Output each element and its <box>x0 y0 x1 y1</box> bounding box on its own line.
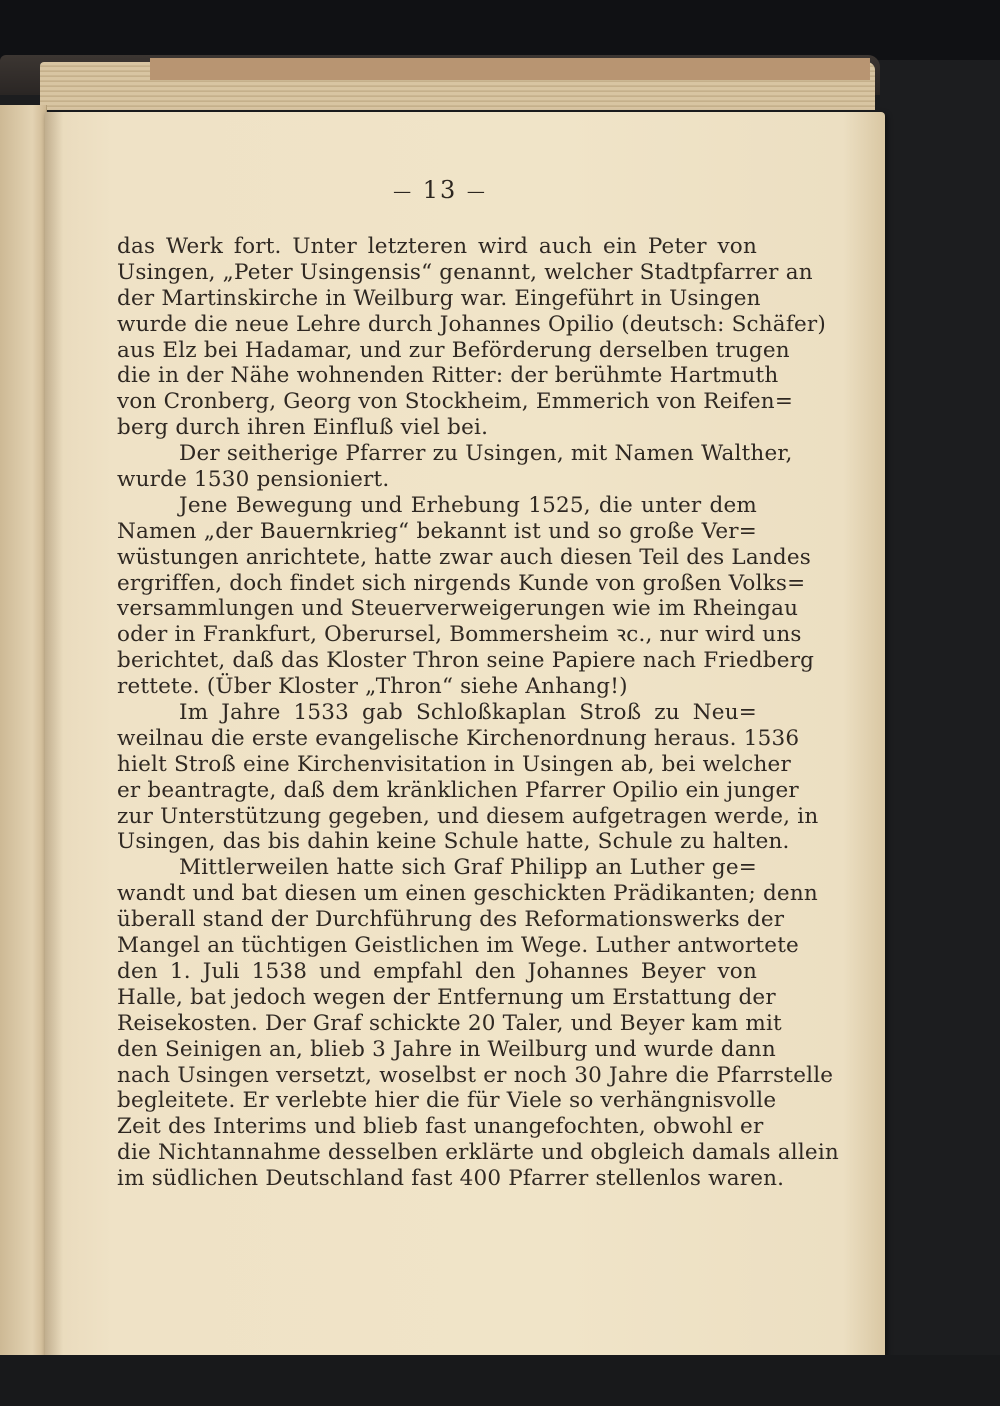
text-line: den 1. Juli 1538 und empfahl den Johannes Beyer von <box>117 958 757 984</box>
text-line: Usingen, „Peter Usingensis“ genannt, welcher Stadtpfarrer an <box>117 259 813 285</box>
page-number: 13 <box>422 176 458 204</box>
text-line: das Werk fort. Unter letzteren wird auch ein Peter von <box>117 234 757 259</box>
text-line: wurde die neue Lehre durch Johannes Opilio (deutsch: Schäfer) <box>117 311 826 337</box>
text-line: von Cronberg, Georg von Stockheim, Emmerich von Reifen= <box>117 389 794 415</box>
text-line: zur Unterstützung gegeben, und diesem aufgetragen werde, in <box>117 803 819 829</box>
text-line: rettete. (Über Kloster „Thron“ siehe Anhang!) <box>117 674 628 700</box>
page-number-header <box>370 176 510 204</box>
left-page-edge <box>0 105 47 1355</box>
text-line: Jene Bewegung und Erhebung 1525, die unter dem <box>179 492 757 518</box>
text-line: berichtet, daß das Kloster Thron seine Papiere nach Friedberg <box>117 648 815 674</box>
gutter-shadow <box>45 112 63 1362</box>
text-line: nach Usingen versetzt, woselbst er noch 30 Jahre die Pfarrstelle <box>117 1062 834 1088</box>
text-line: den Seinigen an, blieb 3 Jahre in Weilburg und wurde dann <box>117 1036 776 1062</box>
text-line: die in der Nähe wohnenden Ritter: der berühmte Hartmuth <box>117 363 779 389</box>
text-line: weilnau die erste evangelische Kirchenordnung heraus. 1536 <box>117 725 800 751</box>
dark-backdrop <box>0 0 1000 60</box>
text-line: wurde 1530 pensioniert. <box>117 467 390 493</box>
text-line: Mangel an tüchtigen Geistlichen im Wege. Luther antwortete <box>117 933 799 959</box>
spine-strip <box>150 58 870 80</box>
text-line: begleitete. Er verlebte hier die für Viele so verhängnisvolle <box>117 1088 777 1114</box>
text-line: oder in Frankfurt, Oberursel, Bommersheim ꝛc., nur wird uns <box>117 622 802 648</box>
text-line: wüstungen anrichtete, hatte zwar auch diesen Teil des Landes <box>117 544 812 570</box>
text-line: ergriffen, doch findet sich nirgends Kunde von großen Volks= <box>117 570 806 596</box>
text-line: Im Jahre 1533 gab Schloßkaplan Stroß zu Neu= <box>179 700 757 726</box>
text-line: er beantragte, daß dem kränklichen Pfarrer Opilio ein junger <box>117 777 799 803</box>
text-line: Halle, bat jedoch wegen der Entfernung um Erstattung der <box>117 984 776 1010</box>
text-line: Mittlerweilen hatte sich Graf Philipp an Luther ge= <box>179 855 757 881</box>
text-line: Der seitherige Pfarrer zu Usingen, mit Namen Walther, <box>179 441 793 467</box>
text-line: berg durch ihren Einfluß viel bei. <box>117 415 489 441</box>
text-line: versammlungen und Steuerverweigerungen wie im Rheingau <box>117 596 799 622</box>
header-dash-right: — <box>466 181 487 202</box>
text-line: der Martinskirche in Weilburg war. Eingeführt in Usingen <box>117 285 761 311</box>
text-line: hielt Stroß eine Kirchenvisitation in Usingen ab, bei welcher <box>117 751 791 777</box>
text-line: Usingen, das bis dahin keine Schule hatte, Schule zu halten. <box>117 829 790 855</box>
dark-backdrop-bottom <box>0 1355 1000 1406</box>
text-line: Zeit des Interims und blieb fast unangefochten, obwohl er <box>117 1114 764 1140</box>
text-line: die Nichtannahme desselben erklärte und obgleich damals allein <box>117 1140 839 1166</box>
page-body-text <box>117 234 839 1192</box>
text-line: überall stand der Durchführung des Reformationswerks der <box>117 907 785 933</box>
text-line: im südlichen Deutschland fast 400 Pfarrer stellenlos waren. <box>117 1166 785 1192</box>
text-line: Reisekosten. Der Graf schickte 20 Taler, und Beyer kam mit <box>117 1010 782 1036</box>
header-dash-left: — <box>393 181 414 202</box>
text-line: wandt und bat diesen um einen geschickten Prädikanten; denn <box>117 881 818 907</box>
text-line: aus Elz bei Hadamar, und zur Beförderung derselben trugen <box>117 337 790 363</box>
text-line: Namen „der Bauernkrieg“ bekannt ist und so große Ver= <box>117 518 757 544</box>
